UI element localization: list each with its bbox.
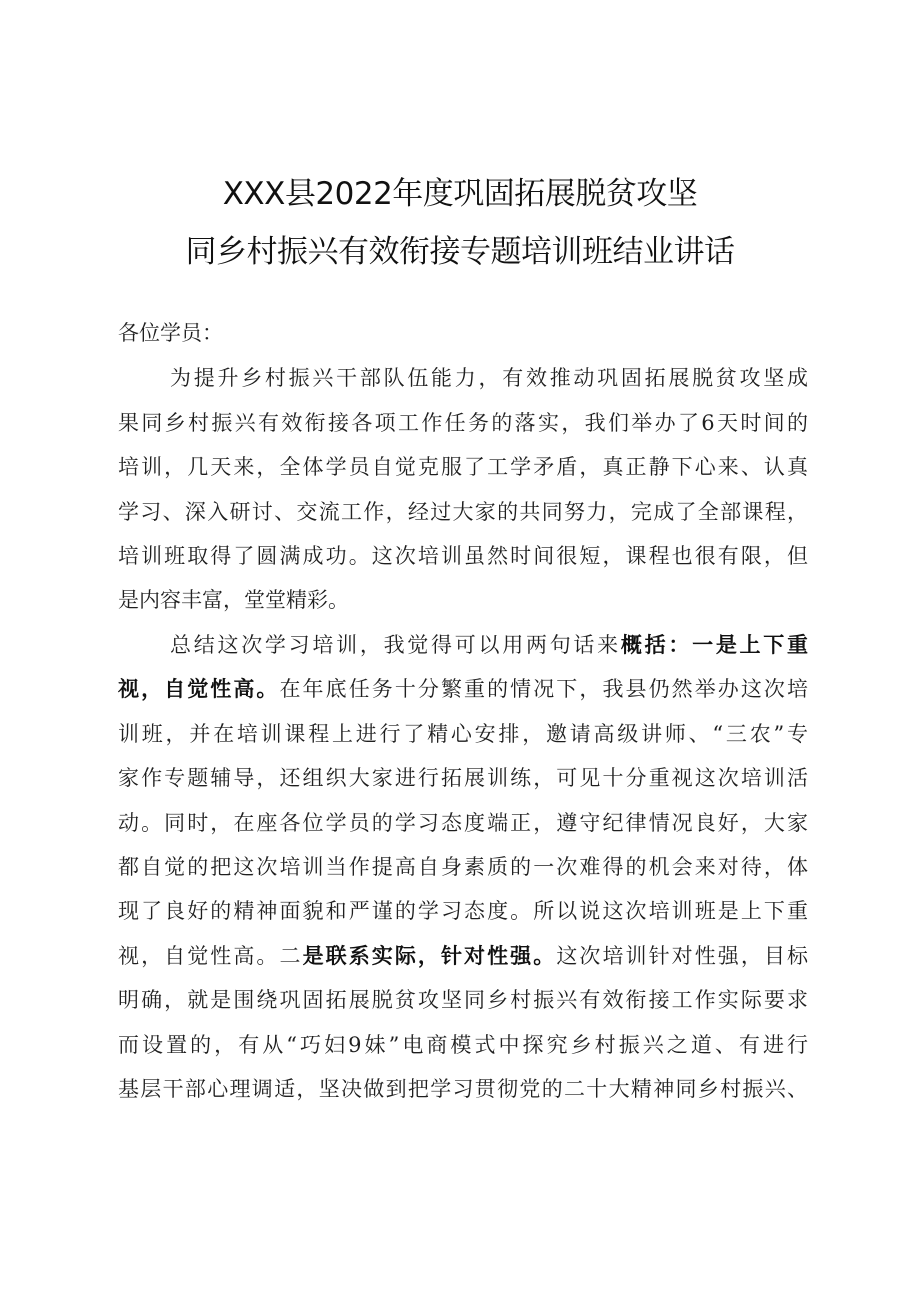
para2-line: 都自觉的把这次培训当作提高自身素质的一次难得的机会来对待，体 (118, 855, 808, 879)
para2-line: 家作专题辅导，还组织大家进行拓展训练，可见十分重视这次培训活 (118, 766, 808, 790)
para2-bold-text: 视，自觉性高。 (118, 676, 280, 701)
para2-line (118, 942, 808, 970)
para2-line: 明确，就是围绕巩固拓展脱贫攻坚同乡村振兴有效衔接工作实际要求 (118, 988, 808, 1012)
para1-line: 果同乡村振兴有效衔接各项工作任务的落实，我们举办了6天时间的 (118, 411, 808, 435)
para2-line (170, 631, 808, 659)
para2-bold-text: 是联系实际，针对性强。 (302, 943, 557, 968)
para2-line: 现了良好的精神面貌和严谨的学习态度。所以说这次培训班是上下重 (118, 899, 808, 923)
para2-line: 而设置的，有从“巧妇9妹”电商模式中探究乡村振兴之道、有进行 (118, 1033, 808, 1057)
para2-bold-text: 概括：一是上下重 (620, 632, 809, 657)
para2-text: 在年底任务十分繁重的情况下，我县仍然举办这次培 (279, 677, 808, 701)
para1-line: 是内容丰富，堂堂精彩。 (118, 588, 349, 612)
salutation: 各位学员： (118, 321, 223, 345)
para2-line: 基层干部心理调适，坚决做到把学习贯彻党的二十大精神同乡村振兴、 (118, 1077, 808, 1101)
para2-line: 动。同时，在座各位学员的学习态度端正，遵守纪律情况良好，大家 (118, 811, 808, 835)
document-title-line-2: 同乡村振兴有效衔接专题培训班结业讲话 (185, 234, 735, 270)
para1-line: 培训班取得了圆满成功。这次培训虽然时间很短，课程也很有限，但 (118, 544, 808, 568)
document-title-line-1: XXX县2022年度巩固拓展脱贫攻坚 (222, 176, 698, 212)
para2-text: 总结这次学习培训，我觉得可以用两句话来 (170, 633, 621, 657)
para2-text: 这次培训针对性强，目标 (556, 944, 809, 968)
para1-line: 培训，几天来，全体学员自觉克服了工学矛盾，真正静下心来、认真 (118, 455, 808, 479)
para2-line: 训班，并在培训课程上进行了精心安排，邀请高级讲师、“三农”专 (118, 722, 808, 746)
para2-line (118, 675, 808, 703)
para1-line: 学习、深入研讨、交流工作，经过大家的共同努力，完成了全部课程， (118, 500, 808, 524)
para2-text: 视，自觉性高。二 (118, 944, 303, 968)
para1-line: 为提升乡村振兴干部队伍能力，有效推动巩固拓展脱贫攻坚成 (170, 366, 808, 390)
